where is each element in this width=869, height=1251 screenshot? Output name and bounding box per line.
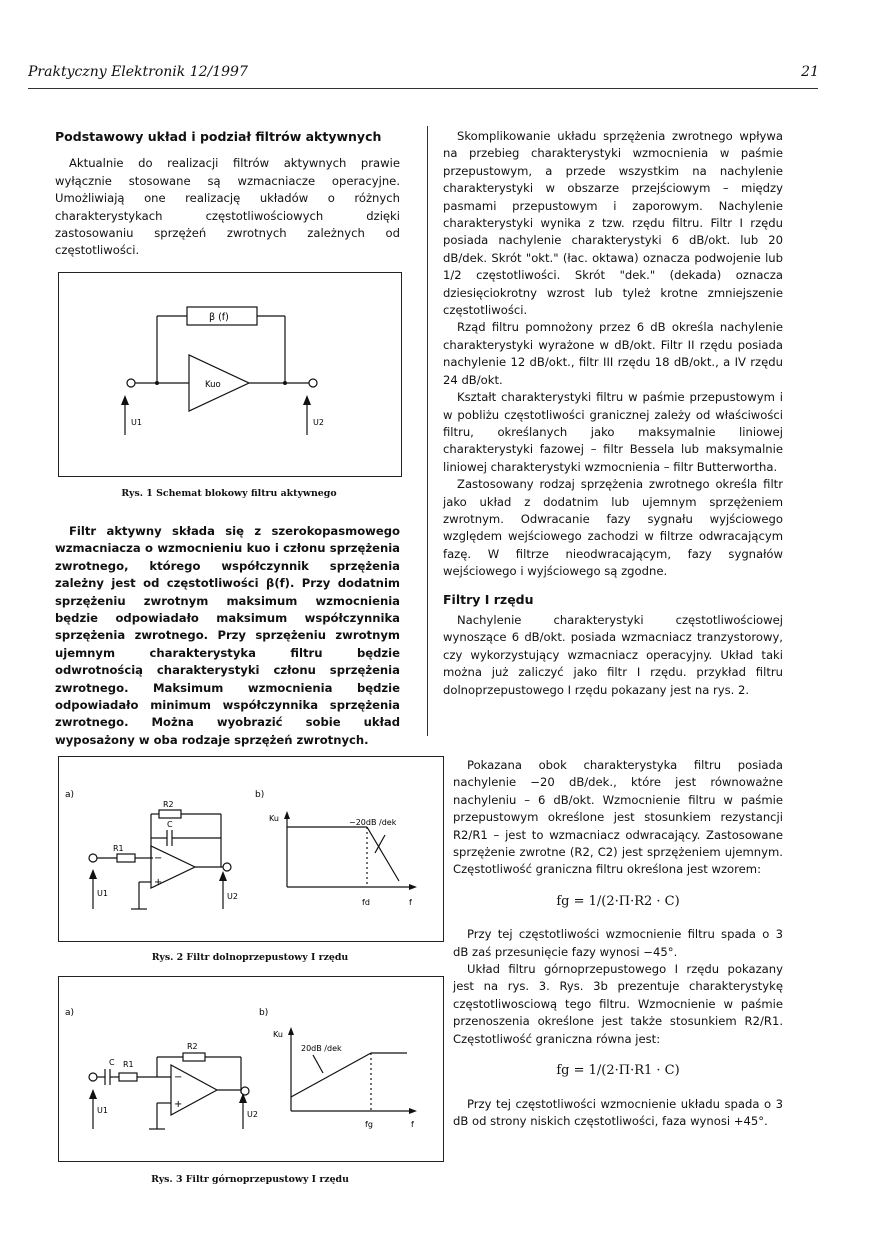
r1-resistor bbox=[119, 1073, 137, 1081]
left-column-body bbox=[55, 523, 400, 749]
paragraph: Kształt charakterystyki filtru w paśmie przepustowym i w pobliżu częstotliwości granicznej zależy od właściwości filtru, określanych jako maksymalnie liniowej charakterystyki fazowej – filtr Bessela lub maksymalnie liniowej charakterystyki wzmocnienia – filtr Butterwortha. bbox=[443, 390, 783, 474]
right-column bbox=[443, 128, 783, 699]
paragraph: Układ filtru górnoprzepustowego I rzędu pokazany jest na rys. 3. Rys. 3b prezentuje charakterystykę częstotliwosciową tego filtru. Wzmocnienie w paśmie przenoszenia określone jest także stosunkiem R2/R1. Częstotliwość graniczna równa jest: bbox=[453, 962, 783, 1046]
f-label: f bbox=[411, 1120, 414, 1129]
beta-label: β (f) bbox=[209, 312, 229, 323]
paragraph: Pokazana obok charakterystyka filtru posiada nachylenie −20 dB/dek., które jest równoważne nachyleniu – 6 dB/okt. Wzmocnienie filtru w paśmie przepustowym określone jest stosunkiem rezystancji R2/R1 – jest to wzmacniacz odwracający. Zastosowane sprzężenie zwrotne (R2, C2) jest sprzężeniem ujemnym. Częstotliwość graniczna filtru określona jest wzorem: bbox=[453, 758, 783, 877]
r2-resistor bbox=[159, 810, 181, 818]
right-column-bottom bbox=[453, 757, 783, 1130]
minus-sign: − bbox=[174, 1072, 183, 1083]
fd-label: fd bbox=[362, 898, 370, 907]
c-label: C bbox=[167, 820, 173, 829]
f-label: f bbox=[409, 898, 412, 907]
figure-3-caption: Rys. 3 Filtr górnoprzepustowy I rzędu bbox=[151, 1174, 349, 1185]
paragraph: Przy tej częstotliwości wzmocnienie filtru spada o 3 dB zaś przesunięcie fazy wynosi −45°. bbox=[453, 927, 783, 959]
r1-label: R1 bbox=[123, 1060, 134, 1069]
block-diagram bbox=[59, 273, 401, 476]
r2-label: R2 bbox=[187, 1042, 198, 1051]
u2-label: U2 bbox=[247, 1110, 258, 1119]
paragraph: Skomplikowanie układu sprzężenia zwrotnego wpływa na przebieg charakterystyki wzmocnienia w paśmie przepustowym, a przede wszystkim na nachylenie charakterystyki w obszarze przejściowym – między pasmami przepustowym i zaporowym. Nachylenie charakterystyki wynika z tzw. rzędu filtru. Filtr I rzędu posiada nachylenie charakterystyki 6 dB/okt. lub 20 dB/dek. Skrót "okt." (łac. oktawa) oznacza podwojenie lub 1/2 częstotliwości. Skrót "dek." (dekada) oznacza dziesięciokrotny wzrost lub tyleż krotne zmniejszenie częstotliwości. bbox=[443, 129, 783, 318]
highpass-schematic bbox=[59, 977, 443, 1161]
slope-label: 20dB /dek bbox=[301, 1044, 342, 1053]
u2-label: U2 bbox=[227, 892, 238, 901]
formula-lowpass: fg = 1/(2·Π·R2 · C) bbox=[556, 893, 680, 909]
lowpass-schematic bbox=[59, 757, 443, 941]
label-a: a) bbox=[65, 790, 75, 800]
label-a: a) bbox=[65, 1008, 75, 1018]
paragraph: Filtr aktywny składa się z szerokopasmowego wzmacniacza o wzmocnieniu kuo i członu sprzężenia zwrotnego, którego współczynnik sprzężenia zależny jest od częstotliwości β(f). Przy dodatnim sprzężeniu zwrotnym maksimum wzmocnienia będzie odpowiadało maksimum współczynnika sprzężenia zwrotnego. Przy sprzężeniu zwrotnym ujemnym charakterystyka filtru będzie odwrotnością charakterystyki członu sprzężenia zwrotnego. Maksimum wzmocnienia będzie odpowiadało minimum współczynnika sprzężenia zwrotnego. Można wyobrazić sobie układ wyposażony w oba rodzaje sprzężeń zwrotnych. bbox=[55, 524, 400, 747]
figure-3 bbox=[58, 976, 444, 1162]
left-column-intro bbox=[55, 128, 400, 260]
r2-label: R2 bbox=[163, 800, 174, 809]
ku-label: Ku bbox=[269, 814, 279, 823]
label-b: b) bbox=[255, 790, 265, 800]
u2-label: U2 bbox=[313, 418, 324, 427]
paragraph: Rząd filtru pomnożony przez 6 dB określa nachylenie charakterystyki wyrażone w dB/okt. Filtr II rzędu posiada nachylenie 12 dB/okt., filtr III rzędu 18 dB/okt., a IV rzędu 24 dB/okt. bbox=[443, 320, 783, 387]
figure-1-caption: Rys. 1 Schemat blokowy filtru aktywnego bbox=[121, 488, 337, 499]
paragraph: Aktualnie do realizacji filtrów aktywnych prawie wyłącznie stosowane są wzmacniacze operacyjne. Umożliwiają one realizację układów o różnych charakterystykach częstotliwościowych dzięki zastosowaniu sprzężeń zwrotnych zależnych od częstotliwości. bbox=[55, 156, 400, 258]
label-b: b) bbox=[259, 1008, 269, 1018]
paragraph: Przy tej częstotliwości wzmocnienie układu spada o 3 dB od strony niskich częstotliwości, faza wynosi +45°. bbox=[453, 1096, 783, 1128]
r1-label: R1 bbox=[113, 844, 124, 853]
u1-label: U1 bbox=[131, 418, 142, 427]
c-label: C bbox=[109, 1058, 115, 1067]
section-heading: Filtry I rzędu bbox=[443, 591, 534, 607]
formula-highpass: fg = 1/(2·Π·R1 · C) bbox=[556, 1063, 680, 1079]
ku-label: Ku bbox=[273, 1030, 283, 1039]
section-heading: Podstawowy układ i podział filtrów aktywnych bbox=[55, 129, 382, 144]
plus-sign: + bbox=[174, 1099, 183, 1110]
header-rule bbox=[28, 88, 818, 89]
paragraph: Zastosowany rodzaj sprzężenia zwrotnego określa filtr jako układ z dodatnim lub ujemnym sprzężeniem zwrotnym. Odwracanie fazy sygnału wyjściowego względem wejściowego zachodzi w filtrze odwracającym fazę. W filtrze nieodwracającym, fazy sygnałów wejściowego i wyjściowego są zgodne. bbox=[443, 477, 783, 579]
figure-1 bbox=[58, 272, 402, 477]
r1-resistor bbox=[117, 854, 135, 862]
u1-label: U1 bbox=[97, 1106, 108, 1115]
minus-sign: − bbox=[154, 853, 163, 864]
running-header: Praktyczny Elektronik 12/1997 bbox=[28, 64, 248, 80]
r2-resistor bbox=[183, 1053, 205, 1061]
page-number: 21 bbox=[801, 64, 819, 80]
plus-sign: + bbox=[154, 877, 163, 888]
kuo-label: Kuo bbox=[205, 380, 221, 390]
fg-label: fg bbox=[365, 1120, 373, 1129]
u1-label: U1 bbox=[97, 889, 108, 898]
slope-label: −20dB /dek bbox=[349, 818, 397, 827]
figure-2-caption: Rys. 2 Filtr dolnoprzepustowy I rzędu bbox=[151, 952, 349, 963]
column-rule bbox=[427, 126, 428, 736]
figure-2 bbox=[58, 756, 444, 942]
paragraph: Nachylenie charakterystyki częstotliwościowej wynoszące 6 dB/okt. posiada wzmacniacz tranzystorowy, czy wykorzystujący wzmacniacz operacyjny. Układ taki można już zaliczyć jako filtr I rzędu. przykład filtru dolnoprzepustowego I rzędu pokazany jest na rys. 2. bbox=[443, 612, 783, 697]
